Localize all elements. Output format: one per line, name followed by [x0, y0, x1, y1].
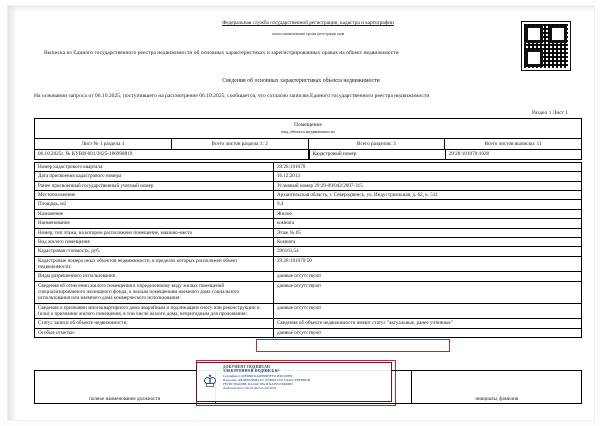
- stamp-owner-1: Владелец: ФЕДЕРАЛЬНАЯ СЛУЖБА ГОСУДАРСТВЕННОЙ: [223, 378, 311, 383]
- attr-value: данные отсутствуют: [274, 281, 582, 303]
- table-row: [35, 181, 582, 190]
- attr-value: 16.12.2013: [274, 172, 582, 181]
- qr-code-icon: [522, 22, 570, 70]
- attr-value: данные отсутствуют: [274, 272, 582, 281]
- table-row: [35, 319, 582, 328]
- attr-value: Сведения об объекте недвижимости имеют статус "актуальные, ранее учтенные": [274, 319, 582, 328]
- attr-label: Кадастровая стоимость, руб.: [35, 247, 274, 256]
- extract-title: Выписка из Единого государственного реестра недвижимости об основных характеристиках и зарегистрированных правах на объект недвижимости: [44, 50, 399, 56]
- section-title: Сведения об основных характеристиках объекта недвижимости: [222, 78, 380, 84]
- scan-shadow-left: [8, 6, 17, 420]
- attr-label: Вид жилого помещения: [35, 237, 274, 246]
- attr-label: Наименование: [35, 219, 274, 228]
- table-row: [35, 172, 582, 181]
- highlight-status-record: [256, 339, 450, 352]
- attr-label: Виды разрешенного использования: [35, 272, 274, 281]
- table-row: [35, 200, 582, 209]
- attr-value: 396161,54: [274, 247, 582, 256]
- table-row: [35, 191, 582, 200]
- attr-value: 29:28:101070: [274, 163, 582, 172]
- stamp-title: ДОКУМЕНТ ПОДПИСАН: [223, 365, 270, 369]
- scan-shadow-top: [8, 6, 594, 12]
- extract-date-number: 06.10.2025г. № КУВИ-001/2025-186998819: [35, 149, 309, 160]
- attr-value: данные отсутствуют: [274, 328, 582, 337]
- attr-label: Особые отметки:: [35, 328, 274, 337]
- total-sheets-section-cell: Всего листов раздела 1: 2: [171, 139, 308, 150]
- attr-value: Комната: [274, 237, 582, 246]
- table-row: [35, 228, 582, 237]
- attributes-table: [34, 162, 582, 338]
- cadastral-number-value: 29:28:101070:1028: [445, 150, 581, 160]
- object-header-table: [34, 118, 582, 160]
- signature-position-caption: полное наименование должности: [35, 371, 216, 404]
- attr-value: 29:28:101070:50: [274, 256, 582, 272]
- total-sheets-extract-cell: Всего листов выписки: 11: [445, 139, 582, 150]
- object-type: Помещение: [293, 122, 322, 129]
- organization-title: Федеральная служба государственной регистрации, кадастра и картографии: [222, 20, 394, 26]
- intro-paragraph: На основании запроса от 06.10.2025, поступившего на рассмотрение 06.10.2025, сообщается, что согласно записям Единого государственного реестра недвижимости: [34, 93, 430, 99]
- table-row: [35, 237, 582, 246]
- object-type-caption: вид объекта недвижимости: [281, 129, 335, 135]
- attr-label: Кадастровые номера иных объектов недвижимости, в пределах которых расположен объект недвижимости:: [35, 256, 274, 272]
- table-row: [35, 247, 582, 256]
- table-row: [35, 303, 582, 319]
- table-row: [35, 272, 582, 281]
- attr-label: Сведения об отнесении жилого помещения к определенному виду жилых помещений специализированного жилищного фонда, к жилым помещениям наемного дома социального использования или наемного дома коммерческого использования:: [35, 281, 274, 303]
- sheet-number-cell: Лист № 1 раздела 1: [35, 139, 172, 150]
- attr-label: Ранее присвоенный государственный учетный номер: [35, 181, 274, 190]
- signature-name-caption: инициалы, фамилия: [412, 371, 582, 404]
- attr-label: Сведения о признании многоквартирного дома аварийным и подлежащим сносу или реконструкции и (или) о признании жилого помещения, в том числе жилого дома, непригодным для проживания:: [35, 303, 274, 319]
- double-eagle-emblem-icon: ♔: [202, 372, 218, 391]
- total-sections-cell: Всего разделов: 3: [308, 139, 445, 150]
- attr-value: Архангельская область, г. Северодвинск, ул. Индустриальная, д. 62, к. 511: [274, 191, 582, 200]
- attr-value: данные отсутствуют: [274, 303, 582, 319]
- stamp-title-2: ЭЛЕКТРОННОЙ ПОДПИСЬЮ: [223, 369, 279, 374]
- attr-label: Местоположение: [35, 191, 274, 200]
- attr-label: Номер кадастрового квартала: [35, 163, 274, 172]
- table-row: [35, 163, 582, 172]
- table-row: [35, 219, 582, 228]
- table-row: [35, 256, 582, 272]
- attr-value: Этаж № 05: [274, 228, 582, 237]
- stamp-certificate: Сертификат: 00E6B0D1A4E8D09FF11D391198E9: [223, 373, 293, 378]
- stamp-validity: Действителен с 06.10.2025 по 06.2029: [223, 386, 277, 391]
- attr-value: 9,4: [274, 200, 582, 209]
- organization-subtitle: полное наименование органа регистрации прав: [271, 32, 345, 36]
- cadastral-number-label: Кадастровый номер: [309, 150, 445, 160]
- scanned-document: [8, 6, 594, 420]
- attr-label: Дата присвоения кадастрового номера: [35, 172, 274, 181]
- attr-value: Жилое: [274, 209, 582, 218]
- electronic-signature-stamp: [196, 362, 392, 402]
- attr-label: Статус записи об объекте недвижимости:: [35, 319, 274, 328]
- section-sheet-label: Раздел 1 Лист 1: [532, 110, 568, 116]
- table-row: [35, 209, 582, 218]
- attr-label: Номер, тип этажа, на котором расположено помещение, машино-место: [35, 228, 274, 237]
- stamp-owner-2: РЕГИСТРАЦИИ, КАДАСТРА И КАРТОГРАФИИ: [223, 382, 293, 387]
- attr-label: Площадь, м2: [35, 200, 274, 209]
- table-row: [35, 281, 582, 303]
- attr-value: Условный номер 29:29-09/042/2007-315: [274, 181, 582, 190]
- attr-label: Назначение: [35, 209, 274, 218]
- attr-value: комната: [274, 219, 582, 228]
- table-row: [35, 328, 582, 337]
